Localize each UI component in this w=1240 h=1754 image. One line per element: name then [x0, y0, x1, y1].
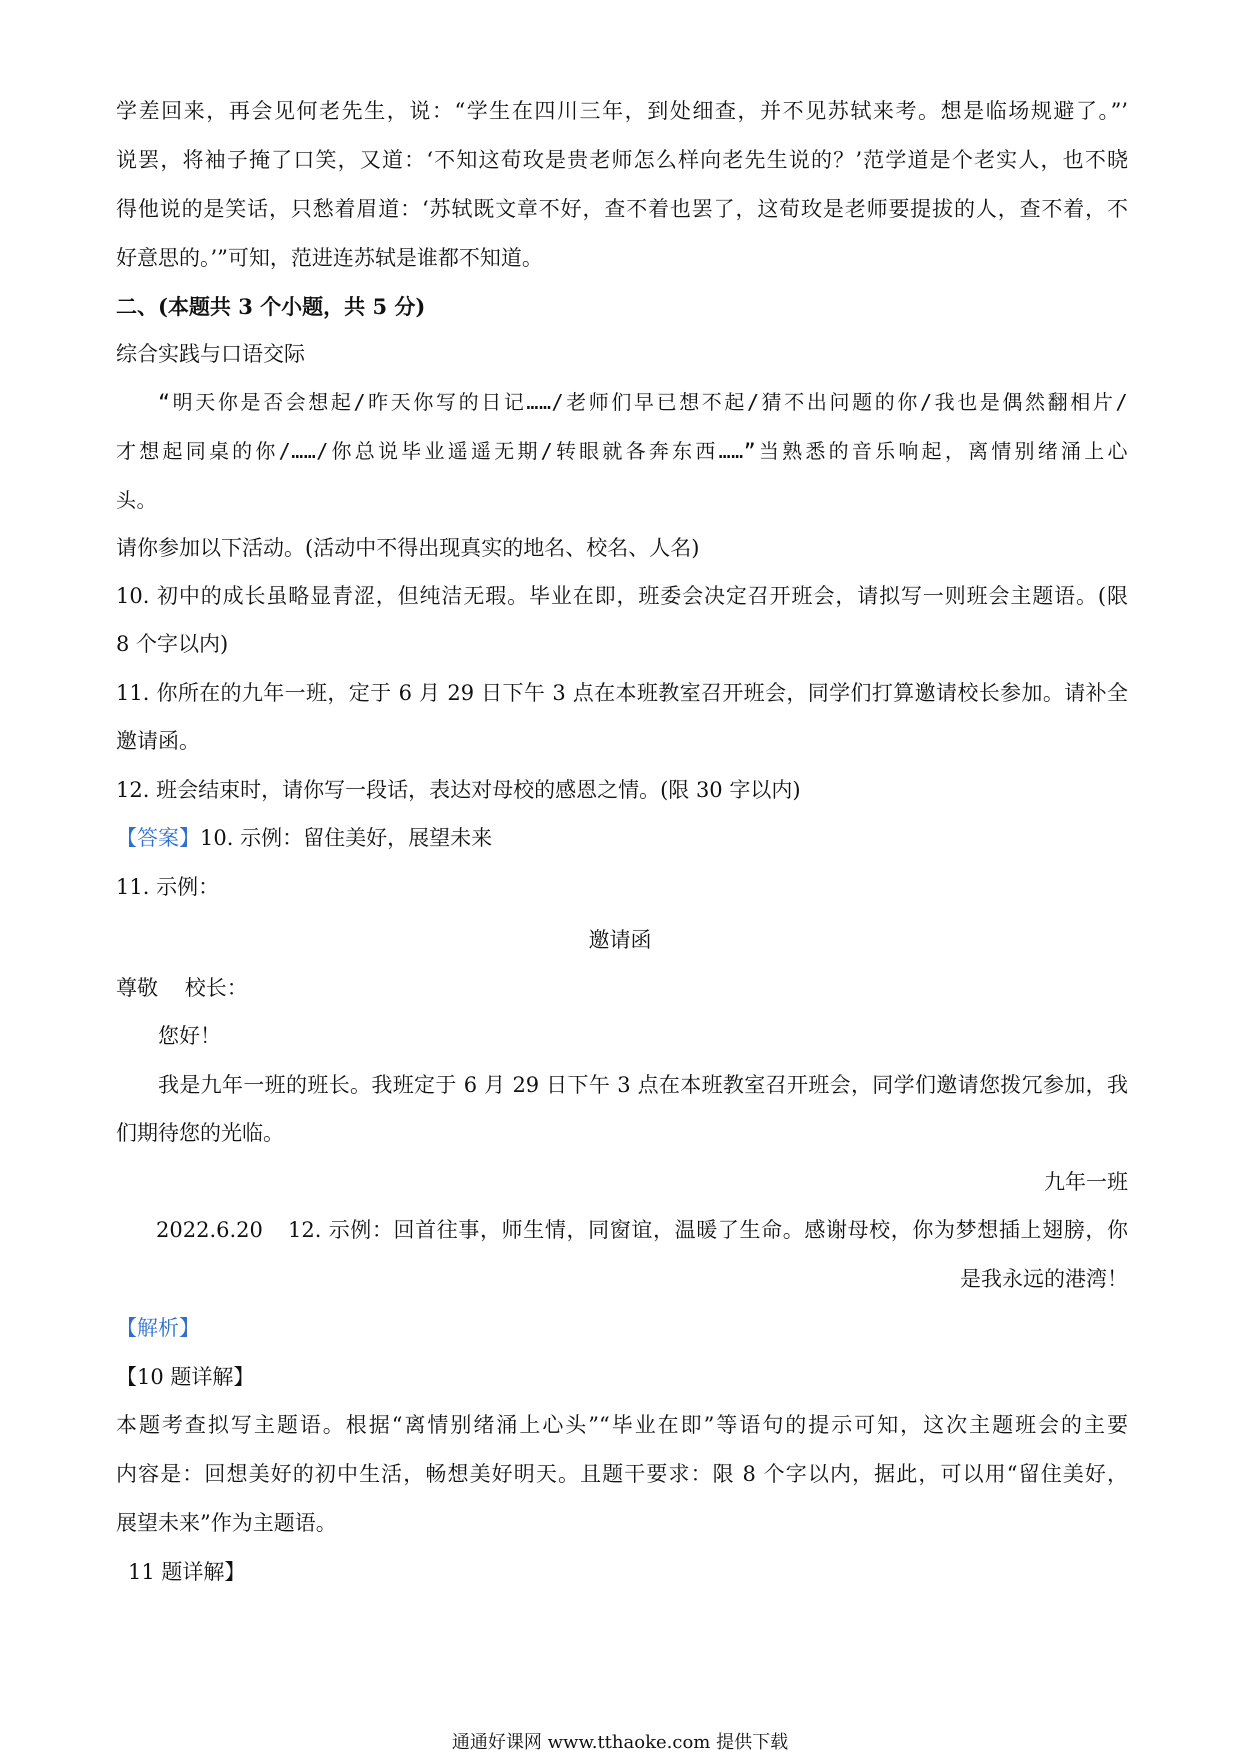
poem-line: 头。: [116, 488, 157, 512]
question-11: 11. 你所在的九年一班，定于 6 月 29 日下午 3 点在本班教室召开班会，同学们打算邀请校长参加。请补全: [116, 681, 1128, 705]
q11-detail-heading: 11 题详解】: [128, 1560, 246, 1584]
instruction: 请你参加以下活动。(活动中不得出现真实的地名、校名、人名): [116, 536, 700, 560]
question-12: 12. 班会结束时，请你写一段话，表达对母校的感恩之情。(限 30 字以内): [116, 778, 801, 802]
answer-12-cont: 是我永远的港湾！: [960, 1267, 1128, 1291]
letter-date: 2022.6.20: [156, 1218, 263, 1242]
poem-line: “明天你是否会想起/昨天你写的日记……/老师们早已想不起/猜不出问题的你/我也是偶然翻相片/: [158, 390, 1128, 414]
section-heading: 二、(本题共 3 个小题，共 5 分): [116, 294, 426, 319]
q10-detail-line: 本题考查拟写主题语。根据“离情别绪涌上心头”“毕业在即”等语句的提示可知，这次主题班会的主要: [116, 1413, 1128, 1437]
passage-line: 得他说的是笑话，只愁着眉道：‘苏轼既文章不好，查不着也罢了，这荀玫是老师要提拔的人，查不着，不: [116, 197, 1128, 221]
answer-tag: 【答案】: [116, 826, 200, 850]
section-subtitle: 综合实践与口语交际: [116, 342, 305, 366]
letter-body-cont: 们期待您的光临。: [116, 1121, 284, 1145]
passage-line: 好意思的。’”可知，范进连苏轼是谁都不知道。: [116, 246, 543, 270]
analysis-tag: 【解析】: [116, 1316, 200, 1340]
passage-line: 说罢，将袖子掩了口笑，又道：‘不知这荀玫是贵老师怎么样向老先生说的？’范学道是个老实人，也不晓: [116, 148, 1128, 172]
q10-detail-heading: 【10 题详解】: [116, 1365, 255, 1389]
q10-detail-line: 展望未来”作为主题语。: [116, 1511, 337, 1535]
letter-greeting: 您好！: [158, 1024, 221, 1048]
question-11-cont: 邀请函。: [116, 729, 200, 753]
letter-signature: 九年一班: [1044, 1170, 1128, 1194]
q10-detail-line: 内容是：回想美好的初中生活，畅想美好明天。且题干要求：限 8 个字以内，据此，可以用“留住美好，: [116, 1462, 1128, 1486]
letter-title: 邀请函: [588, 928, 652, 952]
answer-12: 12. 示例：回首往事，师生情，同窗谊，温暖了生命。感谢母校，你为梦想插上翅膀，你: [288, 1218, 1128, 1242]
page-footer: 通通好课网 www.tthaoke.com 提供下载: [451, 1732, 789, 1753]
passage-line: 学差回来，再会见何老先生，说：“学生在四川三年，到处细查，并不见苏轼来考。想是临场规避了。”’: [116, 99, 1128, 123]
letter-body: 我是九年一班的班长。我班定于 6 月 29 日下午 3 点在本班教室召开班会，同学们邀请您拨冗参加，我: [158, 1073, 1128, 1097]
poem-line: 才想起同桌的你/……/你总说毕业遥遥无期/转眼就各奔东西……”当熟悉的音乐响起，离情别绪涌上心: [116, 439, 1128, 463]
answer-10: 10. 示例：留住美好，展望未来: [200, 826, 493, 850]
question-10: 10. 初中的成长虽略显青涩，但纯洁无瑕。毕业在即，班委会决定召开班会，请拟写一则班会主题语。(限: [116, 584, 1128, 608]
question-10-cont: 8 个字以内): [116, 632, 229, 656]
answer-11-label: 11. 示例：: [116, 875, 220, 899]
answer-10-line: [116, 823, 492, 853]
letter-salutation: 尊敬 校长：: [116, 976, 248, 1000]
